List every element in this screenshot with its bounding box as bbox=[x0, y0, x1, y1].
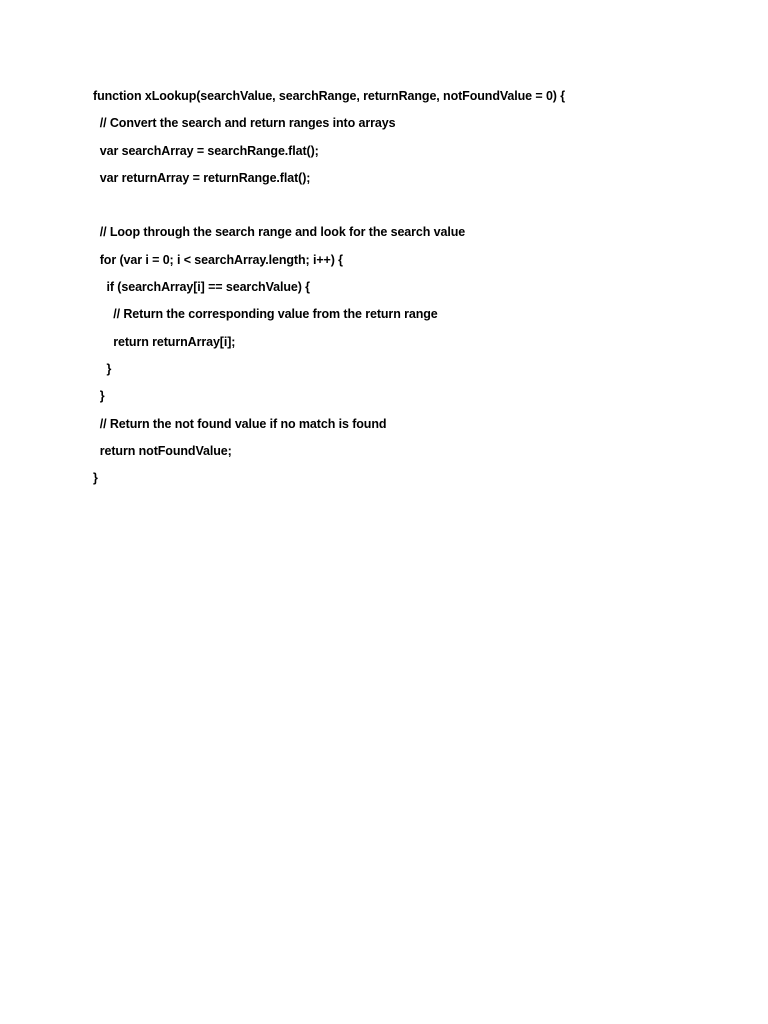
code-line-if-statement: if (searchArray[i] == searchValue) { bbox=[93, 280, 310, 295]
code-line-comment-return: // Return the corresponding value from the return range bbox=[93, 307, 438, 322]
code-line-for-loop: for (var i = 0; i < searchArray.length; i++) { bbox=[93, 252, 343, 267]
code-line-return-array: var returnArray = returnRange.flat(); bbox=[93, 170, 311, 185]
code-text-block bbox=[93, 86, 733, 495]
code-line-return-value: return returnArray[i]; bbox=[93, 334, 236, 349]
code-line-comment-convert: // Convert the search and return ranges into arrays bbox=[93, 116, 396, 131]
code-line-search-array: var searchArray = searchRange.flat(); bbox=[93, 143, 319, 158]
code-line-comment-loop: // Loop through the search range and look for the search value bbox=[93, 225, 466, 240]
code-line-close-for: } bbox=[93, 389, 105, 404]
code-line-comment-not-found: // Return the not found value if no match is found bbox=[93, 416, 387, 431]
code-line-return-not-found: return notFoundValue; bbox=[93, 443, 232, 458]
code-line-function-signature: function xLookup(searchValue, searchRange, returnRange, notFoundValue = 0) { bbox=[93, 89, 566, 103]
code-line-blank bbox=[93, 195, 733, 222]
code-line-close-function: } bbox=[93, 471, 98, 486]
code-line-close-if: } bbox=[93, 361, 112, 376]
